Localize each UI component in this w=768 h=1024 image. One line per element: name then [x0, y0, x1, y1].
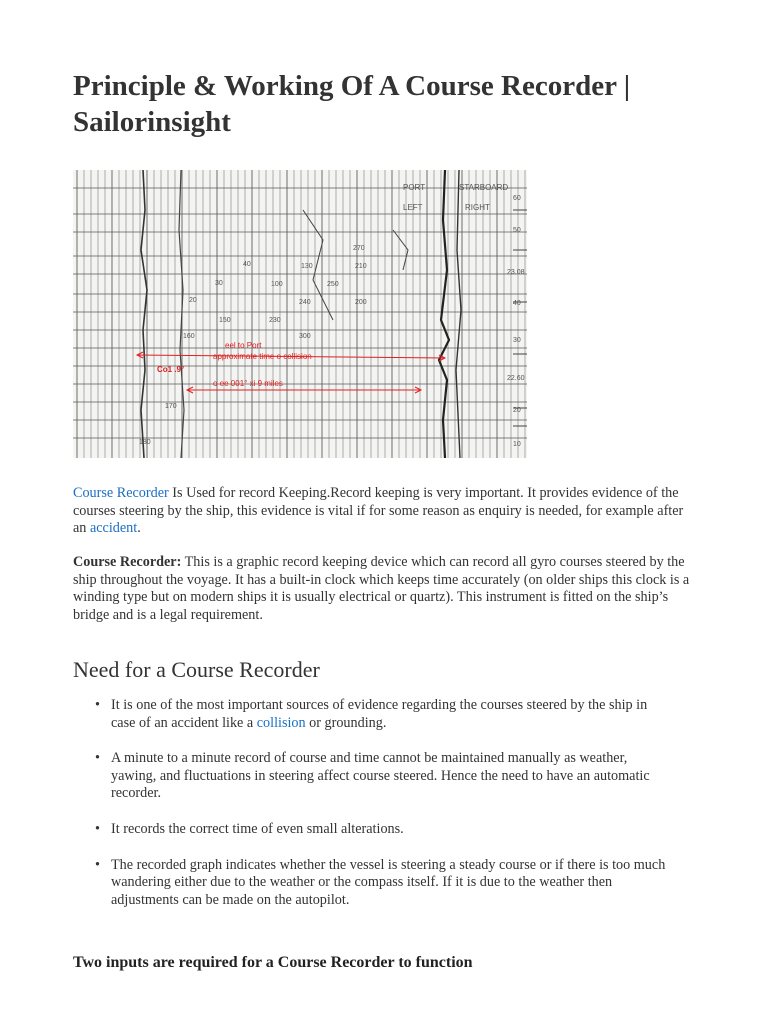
bullet-icon: •: [95, 697, 100, 713]
bullet-2-text: A minute to a minute record of course and time cannot be maintained manually as weather, yawing, and fluctuations in steering affect course steered. Hence the need to have an automatic recorder.: [111, 750, 650, 802]
label-port: PORT: [403, 183, 426, 192]
scale-left-7: 180: [139, 439, 151, 446]
scale-right-1: 60: [513, 195, 521, 202]
scale-right-8: 10: [513, 441, 521, 448]
bullet-1-text-b: or grounding.: [305, 714, 387, 731]
annotation-course: Co1 .9°: [157, 365, 185, 374]
scale-right-3: 23.08: [507, 269, 525, 276]
scale-mid-3: 240: [299, 299, 311, 306]
course-recorder-link[interactable]: Course Recorder: [73, 485, 169, 501]
annotation-heel: eel to Port: [225, 341, 262, 350]
scale-left-2: 30: [215, 280, 223, 287]
accident-link[interactable]: accident: [89, 520, 138, 537]
collision-link[interactable]: collision: [256, 714, 306, 731]
list-item: [73, 821, 673, 839]
intro-text-a: Is Used for record Keeping.Record keeping is very important. It provides evidence of the courses steering by the ship, this evidence is vital if for some reason as enquiry is needed, for example after an: [73, 485, 684, 537]
annotation-time: approximate time o collision: [213, 352, 312, 361]
definition-paragraph: [73, 554, 693, 624]
bullet-4-text: The recorded graph indicates whether the vessel is steering a steady course or if there is too much wandering either due to the weather or the compass itself. If it is due to the weather then adjustments can be made on the autopilot.: [111, 856, 666, 908]
scale-mid-6: 250: [327, 281, 339, 288]
course-recorder-chart-image: [73, 170, 527, 458]
label-left: LEFT: [403, 203, 423, 212]
label-starboard: STARBOARD: [459, 183, 509, 192]
scale-left-6: 170: [165, 403, 177, 410]
label-right: RIGHT: [465, 203, 490, 212]
bullet-3-text: It records the correct time of even small alterations.: [111, 820, 404, 837]
scale-right-4: 40: [513, 300, 521, 307]
bullet-1-text-a: It is one of the most important sources of evidence regarding the courses steered by the ship in case of an accident like a: [111, 697, 648, 731]
bullet-icon: •: [95, 856, 100, 873]
scale-mid-8: 200: [355, 299, 367, 306]
need-heading: Need for a Course Recorder: [73, 657, 320, 682]
list-item: [73, 697, 673, 732]
scale-left-3: 20: [189, 297, 197, 304]
inputs-heading: Two inputs are required for a Course Recorder to function: [73, 954, 473, 971]
scale-mid-9: 270: [353, 245, 365, 252]
list-item: [73, 750, 673, 803]
chart-drawing: [73, 170, 527, 458]
scale-right-5: 30: [513, 337, 521, 344]
scale-right-7: 20: [513, 407, 521, 414]
bullet-icon: •: [95, 750, 100, 767]
scale-left-4: 150: [219, 317, 231, 324]
definition-text: This is a graphic record keeping device which can record all gyro courses steered by the ship throughout the voyage. It has a built-in clock which keeps time accurately (on older ships this clock is a winding type but on modern ships it is usually electrical or quartz). This instrument is fitted on the ship’s bridge and is a legal requirement.: [73, 554, 690, 623]
intro-paragraph: [73, 485, 693, 538]
annotation-distance: o ee 001° xi 9 miles: [213, 379, 283, 388]
scale-left-1: 40: [243, 261, 251, 268]
intro-text-b: .: [137, 520, 141, 537]
scale-mid-2: 100: [271, 281, 283, 288]
scale-mid-5: 300: [299, 333, 311, 340]
scale-left-5: 160: [183, 333, 195, 340]
page-title: Principle & Working Of A Course Recorder | Sailorinsight: [73, 70, 631, 138]
scale-right-6: 22.60: [507, 375, 525, 382]
scale-right-2: 50: [513, 227, 521, 234]
bullet-icon: •: [95, 820, 100, 837]
definition-term: Course Recorder:: [73, 554, 182, 570]
list-item: [73, 857, 673, 910]
need-list: [73, 697, 673, 927]
scale-mid-1: 130: [301, 263, 313, 270]
scale-mid-7: 210: [355, 263, 367, 270]
scale-mid-4: 230: [269, 317, 281, 324]
